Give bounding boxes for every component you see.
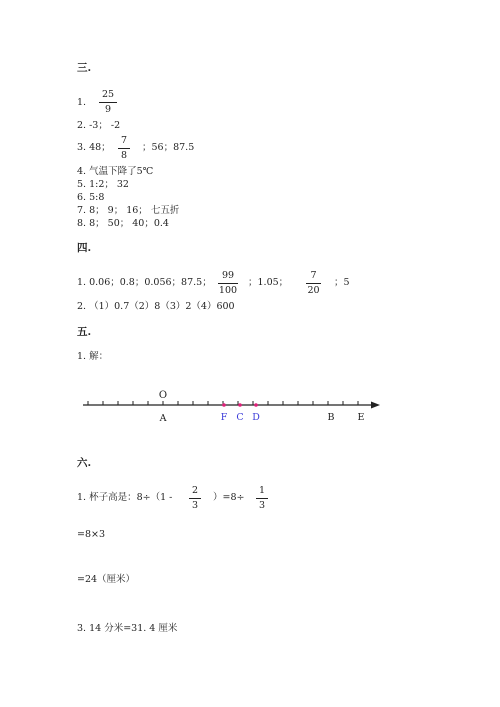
answer-3-3-fraction: [118, 136, 130, 160]
fraction-denominator: 9: [104, 103, 112, 115]
point-b-label: B: [327, 412, 335, 423]
answer-3-8: 8. 8； 50； 40；0.4: [77, 218, 169, 229]
fraction-numerator: 1: [256, 486, 268, 499]
point-f-marker: [222, 403, 226, 407]
fraction-denominator: 20: [307, 284, 320, 296]
fraction-numerator: 99: [218, 271, 238, 284]
fraction-numerator: 7: [306, 271, 321, 284]
answer-4-1-middle: ；1.05；: [248, 277, 289, 288]
fraction-numerator: 2: [189, 486, 201, 499]
point-c-marker: [238, 403, 242, 407]
answer-6-1-middle: ）=8÷: [213, 492, 245, 503]
section-heading-6: 六.: [77, 457, 92, 469]
answer-6-1-prefix: 1. 杯子高是：8÷（1 -: [77, 492, 173, 503]
answer-6-line-2: =8×3: [77, 529, 106, 540]
answer-6-1-fraction-2: [256, 486, 268, 510]
fraction-numerator: 25: [99, 90, 117, 103]
answer-5-1: 1. 解：: [77, 351, 109, 362]
answer-4-1-prefix: 1. 0.06；0.8；0.056；87.5；: [77, 277, 212, 288]
answer-3-5: 5. 1:2； 32: [77, 179, 129, 190]
fraction-denominator: 8: [120, 149, 128, 161]
section-heading-5: 五.: [77, 326, 92, 338]
fraction-denominator: 100: [218, 284, 238, 296]
fraction-numerator: 7: [118, 136, 130, 149]
point-d-marker: [254, 403, 258, 407]
answer-3-1-fraction: [99, 90, 117, 114]
fraction-denominator: 3: [191, 499, 199, 511]
answer-3-2: 2. -3； -2: [77, 120, 121, 131]
answer-4-2: 2. （1）0.7（2）8（3）2（4）600: [77, 301, 235, 312]
answer-3-3-suffix: ；56；87.5: [142, 142, 195, 153]
section-heading-4: 四.: [77, 242, 92, 254]
number-line: [0, 380, 500, 440]
point-e-label: E: [357, 412, 365, 423]
answer-3-6: 6. 5:8: [77, 192, 105, 203]
point-o-label: O: [158, 390, 168, 401]
point-a-label: A: [159, 413, 167, 424]
answer-3-1-number: 1.: [77, 97, 87, 108]
answer-3-4: 4. 气温下降了5℃: [77, 166, 154, 177]
section-heading-3: 三.: [77, 62, 92, 74]
point-c-label: C: [236, 412, 244, 423]
answer-4-1-fraction-2: [306, 271, 321, 295]
answer-6-1-fraction-1: [189, 486, 201, 510]
answer-4-1-suffix: ；5: [334, 277, 350, 288]
point-f-label: F: [220, 412, 228, 423]
answer-4-1-fraction-1: [218, 271, 238, 295]
arrow-icon: [371, 402, 380, 409]
answer-3-7: 7. 8； 9； 16； 七五折: [77, 205, 180, 216]
answer-6-3: 3. 14 分米=31. 4 厘米: [77, 623, 178, 634]
point-d-label: D: [252, 412, 260, 423]
answer-6-line-3: =24（厘米）: [77, 574, 136, 585]
fraction-denominator: 3: [258, 499, 266, 511]
answer-3-3-prefix: 3. 48；: [77, 142, 111, 153]
